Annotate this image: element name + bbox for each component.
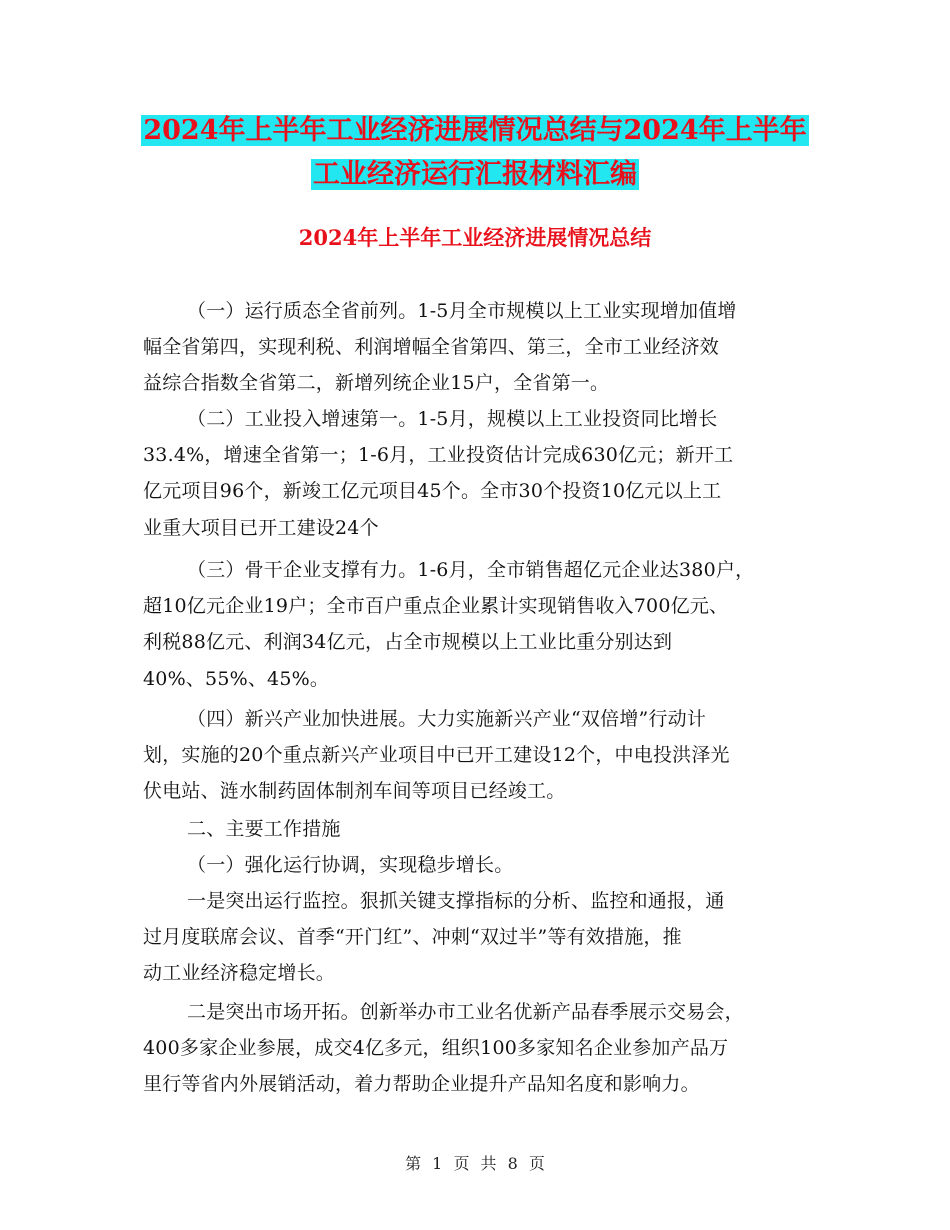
section-subtitle: 2024年上半年工业经济进展情况总结 <box>298 225 652 250</box>
paragraph-line: 33.4%，增速全省第一；1-6月，工业投资估计完成630亿元；新开工 <box>143 444 734 467</box>
subsection-heading <box>143 847 823 883</box>
document-title-line-1: 2024年上半年工业经济进展情况总结与2024年上半年 <box>143 115 807 146</box>
paragraph-line: 幅全省第四，实现利税、利润增幅全省第四、第三，全市工业经济效 <box>143 336 720 359</box>
paragraph-line: 里行等省内外展销活动，着力帮助企业提升产品知名度和影响力。 <box>143 1073 700 1096</box>
paragraph-line: 亿元项目96个，新竣工亿元项目45个。全市30个投资10亿元以上工 <box>143 480 722 503</box>
paragraph-line: 益综合指数全省第二，新增列统企业15户，全省第一。 <box>143 372 610 395</box>
paragraph-4 <box>143 701 823 810</box>
document-title-line-2: 工业经济运行汇报材料汇编 <box>313 159 637 190</box>
paragraph-line: 过月度联席会议、首季“开门红”、冲刺“双过半”等有效措施，推 <box>143 926 682 949</box>
paragraph-1 <box>143 293 823 402</box>
paragraph-line: 一是突出运行监控。狠抓关键支撑指标的分析、监控和通报，通 <box>187 890 725 912</box>
paragraph-line: 利税88亿元、利润34亿元，占全市规模以上工业比重分别达到 <box>143 631 673 654</box>
paragraph-line: （一）运行质态全省前列。1-5月全市规模以上工业实现增加值增 <box>187 300 737 322</box>
paragraph-line: 伏电站、涟水制药固体制剂车间等项目已经竣工。 <box>143 780 566 803</box>
paragraph-5 <box>143 883 823 992</box>
paragraph-line: 划，实施的20个重点新兴产业项目中已开工建设12个，中电投洪泽光 <box>143 744 730 767</box>
paragraph-line: 业重大项目已开工建设24个 <box>143 516 379 539</box>
paragraph-line: （一）强化运行协调，实现稳步增长。 <box>187 854 514 876</box>
paragraph-line: （三）骨干企业支撑有力。1-6月，全市销售超亿元企业达380户， <box>187 559 755 581</box>
paragraph-line: （二）工业投入增速第一。1-5月，规模以上工业投资同比增长 <box>187 408 718 430</box>
paragraph-line: （四）新兴产业加快进展。大力实施新兴产业“双倍增”行动计 <box>187 708 707 730</box>
paragraph-line: 二是突出市场开拓。创新举办市工业名优新产品春季展示交易会， <box>187 1001 744 1023</box>
section-heading <box>143 811 823 847</box>
paragraph-6 <box>143 994 823 1103</box>
page-number-footer: 第 1 页 共 8 页 <box>405 1154 545 1173</box>
paragraph-2 <box>143 401 823 546</box>
paragraph-line: 二、主要工作措施 <box>187 818 341 840</box>
paragraph-line: 400多家企业参展，成交4亿多元，组织100多家知名企业参加产品万 <box>143 1037 729 1060</box>
paragraph-3 <box>143 552 823 697</box>
paragraph-line: 超10亿元企业19户；全市百户重点企业累计实现销售收入700亿元、 <box>143 595 729 618</box>
paragraph-line: 40%、55%、45%。 <box>143 667 330 690</box>
paragraph-line: 动工业经济稳定增长。 <box>143 962 336 985</box>
